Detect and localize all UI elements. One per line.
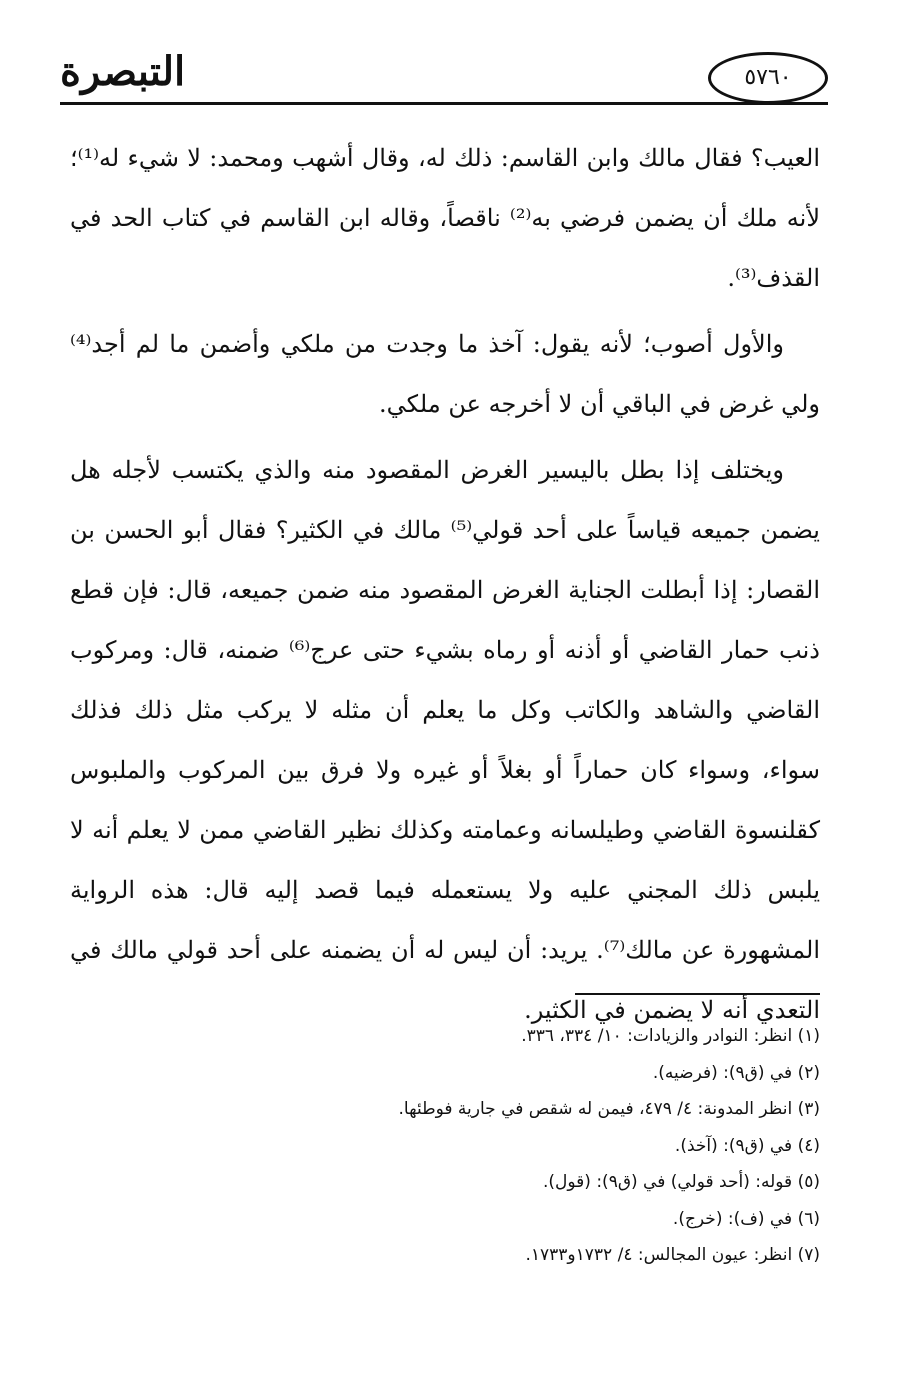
page-header	[60, 42, 828, 112]
footnotes	[300, 1018, 820, 1274]
header-rule	[60, 102, 828, 105]
footnote: (٧) انظر: عيون المجالس: ٤/ ١٧٣٢و١٧٣٣.	[525, 1245, 820, 1265]
footnote: (٦) في (ف): (خرج).	[672, 1208, 820, 1229]
book-title: التبصرة	[60, 48, 186, 95]
paragraph: العيب؟ فقال مالك وابن القاسم: ذلك له، وقال أشهب ومحمد: لا شيء له⁽¹⁾؛ لأنه ملك أن يضمن فرضي به⁽²⁾ ناقصاً، وقاله ابن القاسم في كتاب الحد في القذف⁽³⁾.	[70, 144, 821, 292]
footnote: (٥) قوله: (أحد قولي) في (ق٩): (قول).	[542, 1172, 820, 1192]
footnote: (٣) انظر المدونة: ٤/ ٤٧٩، فيمن له شقص في جارية فوطئها.	[398, 1099, 820, 1119]
paragraph: والأول أصوب؛ لأنه يقول: آخذ ما وجدت من ملكي وأضمن ما لم أجد⁽⁴⁾ ولي غرض في الباقي أن لا أخرجه عن ملكي.	[70, 330, 820, 418]
paragraph: ويختلف إذا بطل باليسير الغرض المقصود منه والذي يكتسب لأجله هل يضمن جميعه قياساً على أحد قولي⁽⁵⁾ مالك في الكثير؟ فقال أبو الحسن بن القصار: إذا أبطلت الجناية الغرض المقصود منه ضمن جميعه، قال: فإن قطع ذنب حمار القاضي أو أذنه أو رماه بشيء حتى عرج⁽⁶⁾ ضمنه، قال: ومركوب القاضي والشاهد والكاتب وكل ما يعلم أن مثله لا يركب مثل ذلك فذلك سواء، وسواء كان حماراً أو بغلاً أو غيره ولا فرق بين المركوب والملبوس كقلنسوة القاضي وطيلسانه وعمامته وكذلك نظير القاضي ممن لا يعلم أنه لا يلبس ذلك المجني عليه ولا يستعمله فيما قصد إليه قال: هذه الرواية المشهورة عن مالك⁽⁷⁾. يريد: أن ليس له أن يضمنه على أحد قولي مالك في التعدي أنه لا يضمن في الكثير.	[70, 456, 820, 1024]
footnote-separator	[575, 993, 820, 995]
footnote: (٤) في (ق٩): (آخذ).	[674, 1135, 820, 1156]
footnote: (١) انظر: النوادر والزيادات: ١٠/ ٣٣٤، ٣٣٦.	[521, 1026, 820, 1046]
footnote: (٢) في (ق٩): (فرضيه).	[652, 1062, 820, 1083]
page-number: ٥٧٦٠	[744, 65, 792, 90]
main-text	[70, 128, 820, 1046]
page-number-oval	[708, 52, 828, 104]
